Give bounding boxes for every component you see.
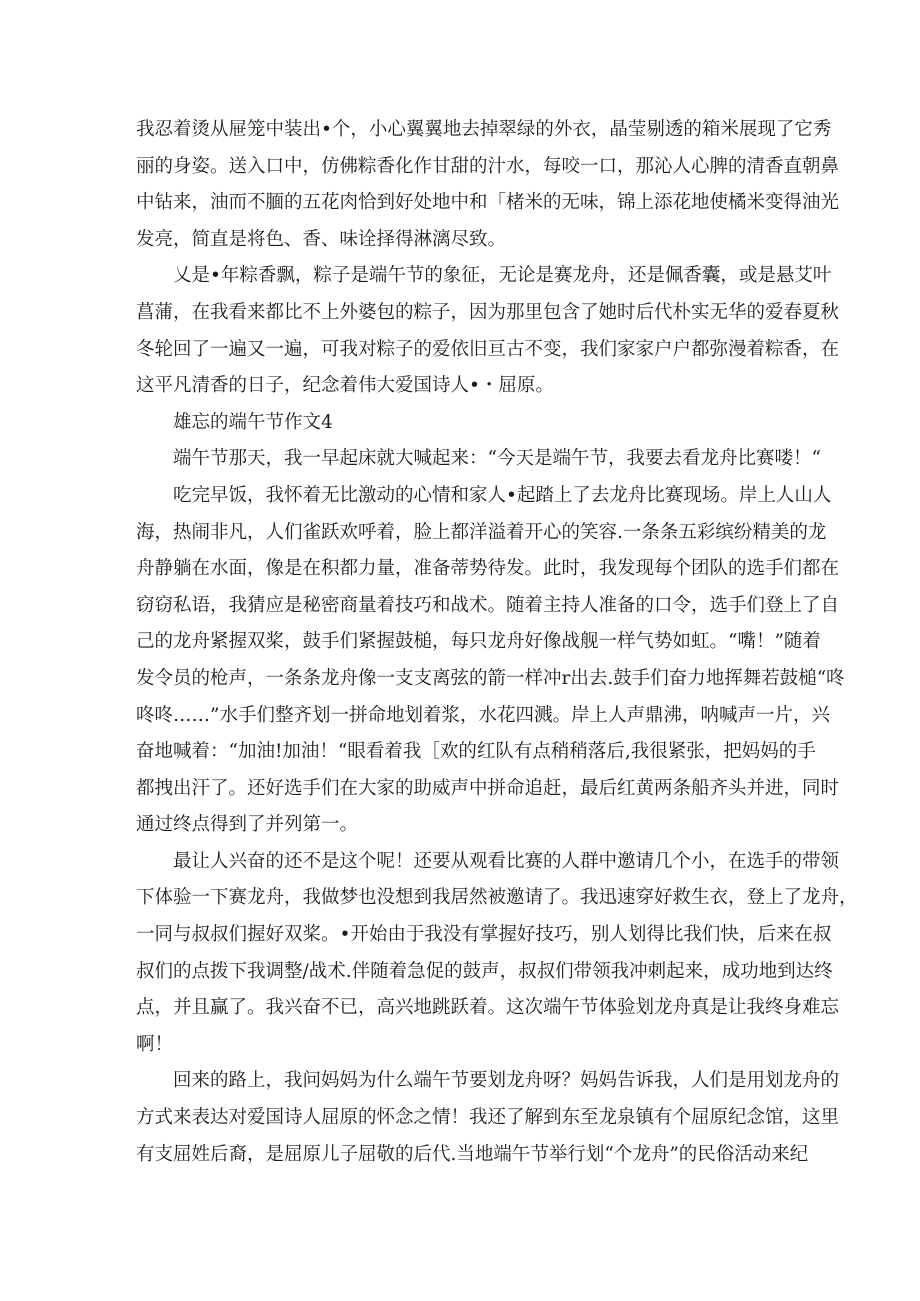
paragraph-start-line: 端午节那天，我一早起床就大喊起来：“今天是端午节，我要去看龙舟比赛喽！“ [173, 448, 821, 470]
text-line: 发亮，简直是将色、香、味诠择得淋漓尽致。 [136, 228, 507, 250]
section-heading: 雄忘的端午节作文4 [173, 411, 333, 433]
text-line: 叔们的点拨下我调整/战术.伴随着急促的鼓声，叔叔们带领我冲刺起来，成功地到达终 [136, 960, 833, 982]
text-line: 奋地喊着：“加油!加油！“眼看着我［欢的红队有点稍稍落后,我很紧张，把妈妈的手 [136, 741, 816, 763]
text-line: 冬轮回了一遍又一遍，可我对粽子的爱依旧亘古不变，我们家家户户都弥漫着粽香，在 [136, 338, 840, 360]
text-line: 海，热闹非凡，人们雀跃欢呼着，脸上都洋溢着开心的笑容.一条条五彩缤纷精美的龙 [136, 521, 827, 543]
paragraph-start-line: 最让人兴奋的还不是这个呢！还要从观看比赛的人群中邀请几个小，在选手的带领 [173, 850, 840, 872]
text-line: 丽的身姿。送入口中，仿佛粽香化作甘甜的汁水，每咬一口，那沁人心脾的清香直朝鼻 [136, 155, 840, 177]
text-line: 方式来表达对爱国诗人屈原的怀念之情！我还了解到东至龙泉镇有个屈原纪念馆，这里 [136, 1107, 840, 1129]
paragraph-start-line: 回来的路上，我问妈妈为什么端午节要划龙舟呀？妈妈告诉我，人们是用划龙舟的 [173, 1070, 840, 1092]
text-line: 都拽出汗了。还好选手们在大家的助威声中拼命追赶，最后红黄两条船齐头并进，同时 [136, 777, 840, 799]
paragraph-start-line: 吃完早饭，我怀着无比激动的心情和家人•起踏上了去龙舟比赛现场。岸上人山人 [173, 484, 832, 506]
text-line: 这平凡清香的日子，纪念着伟大爱国诗人•・屈原。 [136, 375, 554, 397]
text-line: 窃窃私语，我猜应是秘密商量着技巧和战术。随着主持人准备的口令，选手们登上了自 [136, 594, 840, 616]
text-line: 舟静躺在水面，像是在积都力量，准备蒂势待发。此时，我发现每个团队的选手们都在 [136, 558, 840, 580]
text-line: 通过终点得到了并列第一。 [136, 814, 359, 836]
text-line: 有支屈姓后裔，是屈原儿子屈敬的后代.当地端午节举行划“个龙舟”的民俗活动来纪 [136, 1143, 809, 1165]
essay-body [136, 112, 858, 1173]
text-line: 己的龙舟紧握双桨，鼓手们紧握鼓槌，每只龙舟好像战舰一样气势如虹。“嘴！”随着 [136, 631, 821, 653]
text-line: 咚咚……”水手们整齐划一拼命地划着浆，水花四溅。岸上人声鼎沸，呐喊声一片，兴 [136, 704, 830, 726]
text-line: 我忍着烫从屉笼中装出•个，小心翼翼地去掉翠绿的外衣，晶莹剔透的箱米展现了它秀 [136, 119, 832, 140]
text-line: 菖蒲，在我看来都比不上外婆包的粽子，因为那里包含了她时后代朴实无华的爱春夏秋 [136, 301, 840, 323]
paragraph-start-line: 乂是•年粽香飘，粽子是端午节的象征，无论是赛龙舟，还是佩香囊，或是悬艾叶 [173, 265, 832, 287]
text-line: 点，并且赢了。我兴奋不已，高兴地跳跃着。这次端午节体验划龙舟真是让我终身难忘 [136, 997, 840, 1019]
text-line: 一同与叔叔们握好双桨。•开始由于我没有掌握好技巧，别人划得比我们快，后来在叔 [136, 924, 832, 946]
text-line: 啊！ [136, 1033, 174, 1055]
text-line: 下体验一下赛龙舟，我做梦也没想到我居然被邀请了。我迅速穿好救生衣，登上了龙舟， [136, 887, 858, 909]
text-line: 发令员的枪声，一条条龙舟像一支支离弦的箭一样冲r出去.鼓手们奋力地挥舞若鼓槌“咚 [136, 667, 845, 689]
text-line: 中钻来，油而不腼的五花肉恰到好处地中和「楮米的无味，锦上添花地使橘米变得油光 [136, 192, 840, 214]
